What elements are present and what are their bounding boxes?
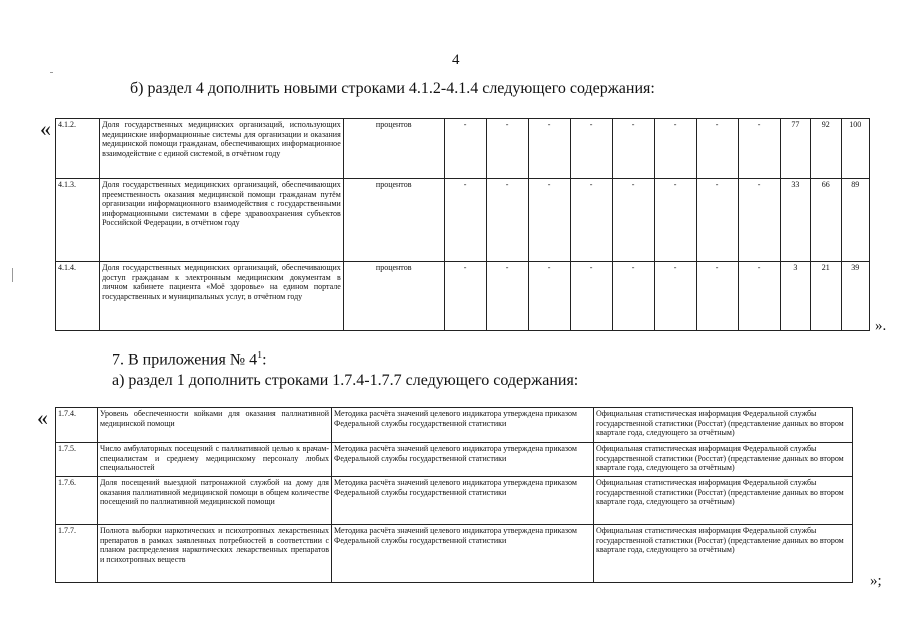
table-section-4 xyxy=(55,118,870,331)
value-cell: 89 xyxy=(841,179,869,262)
value-cell: - xyxy=(696,119,738,179)
indicator-name: Доля государственных медицинских организаций, использующих медицинские информационные системы для организации и оказания медицинской помощи гражданам, обеспечивающих информационное взаимодействие с единой системой, в отчётном году xyxy=(100,119,344,179)
value-cell: - xyxy=(654,179,696,262)
indicator-name: Доля посещений выездной патронажной службой на дому для оказания паллиативной медицинской помощи в общем количестве посещений по паллиативной медицинской помощи xyxy=(98,477,332,525)
paragraph-7-colon: : xyxy=(262,351,267,369)
value-cell: - xyxy=(486,179,528,262)
value-cell: 33 xyxy=(780,179,810,262)
value-cell: 39 xyxy=(841,262,869,331)
value-cell: - xyxy=(486,262,528,331)
indicator-name: Число амбулаторных посещений с паллиативной целью к врачам-специалистам и среднему медицинскому персоналу любых специальностей xyxy=(98,443,332,477)
open-quote-table2: « xyxy=(37,405,48,430)
source-cell: Официальная статистическая информация Федеральной службы государственной статистики (Росстат) (представление данных во втором квартале года, следующего за отчётным) xyxy=(594,408,853,443)
value-cell: - xyxy=(654,119,696,179)
unit-cell: процентов xyxy=(343,262,444,331)
source-cell: Официальная статистическая информация Федеральной службы государственной статистики (Росстат) (представление данных во втором квартале года, следующего за отчётным) xyxy=(594,477,853,525)
value-cell: - xyxy=(738,179,780,262)
indicator-name: Доля государственных медицинских организаций, обеспечивающих доступ гражданам к электронным медицинским документам в личном кабинете пациента «Моё здоровье» на едином портале государственных и муниципальных услуг, в отчётном году xyxy=(100,262,344,331)
table-row xyxy=(56,525,853,583)
table-row xyxy=(56,119,870,179)
paragraph-a: а) раздел 1 дополнить строками 1.7.4-1.7.7 следующего содержания: xyxy=(112,372,579,389)
value-cell: 3 xyxy=(780,262,810,331)
value-cell: - xyxy=(528,179,570,262)
page-number: 4 xyxy=(452,52,460,68)
close-quote-table2: »; xyxy=(870,573,882,589)
value-cell: 21 xyxy=(811,262,841,331)
row-number: 4.1.2. xyxy=(56,119,100,179)
table-section-1 xyxy=(55,407,853,583)
close-quote-table1: ». xyxy=(875,318,887,334)
value-cell: - xyxy=(612,262,654,331)
table-row xyxy=(56,443,853,477)
value-cell: 100 xyxy=(841,119,869,179)
row-number: 4.1.3. xyxy=(56,179,100,262)
unit-cell: процентов xyxy=(343,179,444,262)
paragraph-7-text: 7. В приложения № 4 xyxy=(112,351,258,369)
scan-margin-mark xyxy=(12,268,13,282)
row-number: 1.7.7. xyxy=(56,525,98,583)
value-cell: - xyxy=(444,119,486,179)
table-row xyxy=(56,179,870,262)
value-cell: 77 xyxy=(780,119,810,179)
value-cell: - xyxy=(570,119,612,179)
value-cell: - xyxy=(738,119,780,179)
source-cell: Официальная статистическая информация Федеральной службы государственной статистики (Росстат) (представление данных во втором квартале года, следующего за отчётным) xyxy=(594,443,853,477)
value-cell: - xyxy=(570,262,612,331)
value-cell: - xyxy=(444,179,486,262)
value-cell: - xyxy=(612,119,654,179)
paragraph-7 xyxy=(112,350,267,369)
value-cell: - xyxy=(486,119,528,179)
value-cell: - xyxy=(612,179,654,262)
value-cell: - xyxy=(738,262,780,331)
table-row xyxy=(56,262,870,331)
value-cell: 92 xyxy=(811,119,841,179)
row-number: 1.7.5. xyxy=(56,443,98,477)
value-cell: - xyxy=(444,262,486,331)
method-cell: Методика расчёта значений целевого индикатора утверждена приказом Федеральной службы государственной статистики xyxy=(332,525,594,583)
row-number: 4.1.4. xyxy=(56,262,100,331)
source-cell: Официальная статистическая информация Федеральной службы государственной статистики (Росстат) (представление данных во втором квартале года, следующего за отчётным) xyxy=(594,525,853,583)
row-number: 1.7.6. xyxy=(56,477,98,525)
value-cell: - xyxy=(696,179,738,262)
scan-speck xyxy=(50,72,53,73)
table-row xyxy=(56,477,853,525)
value-cell: - xyxy=(528,262,570,331)
footnote-mark: 1 xyxy=(257,350,263,361)
indicator-name: Доля государственных медицинских организаций, обеспечивающих преемственность оказания медицинской помощи гражданам путём организации информационного взаимодействия с государственными информационными системами в сфере здравоохранения субъектов Российской Федерации, в отчётном году xyxy=(100,179,344,262)
method-cell: Методика расчёта значений целевого индикатора утверждена приказом Федеральной службы государственной статистики xyxy=(332,443,594,477)
value-cell: - xyxy=(528,119,570,179)
method-cell: Методика расчёта значений целевого индикатора утверждена приказом Федеральной службы государственной статистики xyxy=(332,408,594,443)
table-row xyxy=(56,408,853,443)
row-number: 1.7.4. xyxy=(56,408,98,443)
method-cell: Методика расчёта значений целевого индикатора утверждена приказом Федеральной службы государственной статистики xyxy=(332,477,594,525)
paragraph-b: б) раздел 4 дополнить новыми строками 4.1.2-4.1.4 следующего содержания: xyxy=(130,80,655,97)
indicator-name: Уровень обеспеченности койками для оказания паллиативной медицинской помощи xyxy=(98,408,332,443)
value-cell: - xyxy=(696,262,738,331)
open-quote-table1: « xyxy=(40,116,51,141)
unit-cell: процентов xyxy=(343,119,444,179)
value-cell: 66 xyxy=(811,179,841,262)
indicator-name: Полнота выборки наркотических и психотропных лекарственных препаратов в рамках заявленных потребностей в соответствии с планом распределения наркотических лекарственных препаратов и психотропных веществ xyxy=(98,525,332,583)
value-cell: - xyxy=(654,262,696,331)
value-cell: - xyxy=(570,179,612,262)
